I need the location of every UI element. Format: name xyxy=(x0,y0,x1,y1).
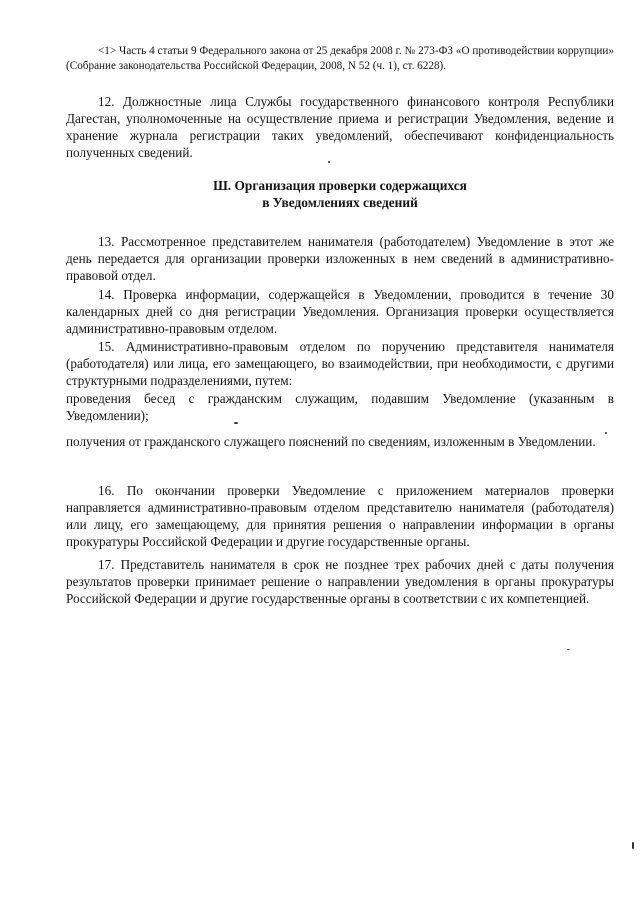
section-heading-line-1: Ш. Организация проверки содержащихся xyxy=(213,178,467,193)
section-heading-line-2: в Уведомлениях сведений xyxy=(262,195,418,210)
paragraph-17: 17. Представитель нанимателя в срок не позднее трех рабочих дней с даты получения результатов проверки принимает решение о направлении уведомления в органы прокуратуры Российской Федерации и другие государственные органы в соответствии с их компетенцией. xyxy=(66,557,614,606)
scan-speck xyxy=(328,161,330,163)
section-heading xyxy=(66,177,614,211)
scan-speck xyxy=(567,649,570,650)
scan-speck xyxy=(632,842,634,849)
footnote: <1> Часть 4 статьи 9 Федерального закона от 25 декабря 2008 г. № 273-ФЗ «О противодействии коррупции» (Собрание законодательства Российской Федерации, 2008, N 52 (ч. 1), ст. 6228). xyxy=(66,45,614,72)
paragraph-16: 16. По окончании проверки Уведомление с приложением материалов проверки направляется административно-правовым отделом представителю нанимателя (работодателя) или лицу, его замещающему, для принятия решения о направлении информации в органы прокуратуры Российской Федерации и другие государственные органы. xyxy=(66,483,614,549)
paragraph-14: 14. Проверка информации, содержащейся в Уведомлении, проводится в течение 30 календарных дней со дня регистрации Уведомления. Организация проверки осуществляется административно-правовым отделом. xyxy=(66,287,614,336)
paragraph-15-item-1: проведения бесед с гражданским служащим, подавшим Уведомление (указанным в Уведомлении); xyxy=(66,391,614,423)
paragraph-13: 13. Рассмотренное представителем нанимателя (работодателем) Уведомление в этот же день передается для организации проверки изложенных в нем сведений в административно-правовой отдел. xyxy=(66,234,614,283)
paragraph-12: 12. Должностные лица Службы государственного финансового контроля Республики Дагестан, уполномоченные на осуществление приема и регистрации Уведомления, ведение и хранение журнала регистрации таких уведомлений, обеспечивают конфиденциальность полученных сведений. xyxy=(66,94,614,160)
scan-speck xyxy=(605,432,607,434)
paragraph-15: 15. Административно-правовым отделом по поручению представителя нанимателя (работодателя) или лица, его замещающего, во взаимодействии, при необходимости, с другими структурными подразделениями, путем: xyxy=(66,339,614,388)
scan-speck xyxy=(234,422,238,424)
paragraph-15-item-2: получения от гражданского служащего пояснений по сведениям, изложенным в Уведомлении. xyxy=(66,434,596,449)
